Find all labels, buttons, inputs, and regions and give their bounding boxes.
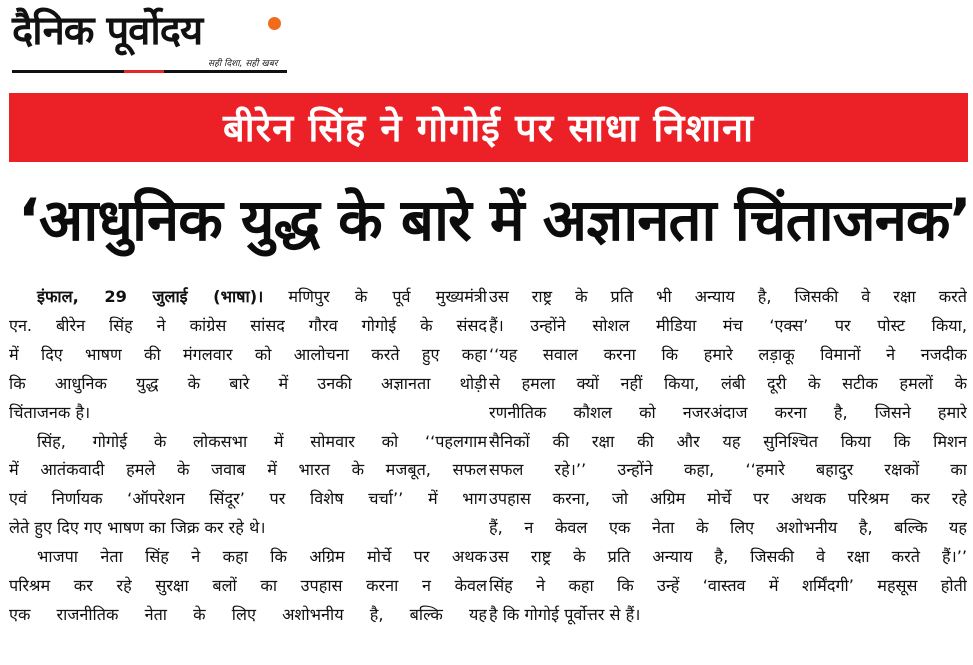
kicker-text: बीरेन सिंह ने गोगोई पर साधा निशाना	[223, 105, 754, 150]
masthead-dot-icon	[268, 17, 281, 30]
article-line: उस राष्ट्र के प्रति अन्याय है, जिसकी वे रक्षा करते हैं।’’	[489, 547, 967, 567]
masthead-title: दैनिक पूर्वोदय	[12, 8, 203, 54]
article-line: से हमला क्यों नहीं किया, लंबी दूरी के सटीक हमलों के	[489, 373, 967, 393]
article-line: हैं, न केवल एक नेता के लिए अशोभनीय है, बल्कि यह	[489, 518, 967, 538]
masthead	[12, 8, 287, 72]
dateline: इंफाल, 29 जुलाई (भाषा)।	[37, 287, 264, 306]
article-line: सफल रहे।’’ उन्होंने कहा, ‘‘हमारे बहादुर रक्षकों का	[489, 460, 967, 480]
article-column-right	[489, 283, 967, 663]
article-line: एवं निर्णायक ‘ऑपरेशन सिंदूर’ पर विशेष चर्चा’’ में भाग	[9, 489, 487, 509]
article-line: सिंह, गोगोई के लोकसभा में सोमवार को ‘‘पहलगाम	[37, 431, 487, 451]
article-line: में दिए भाषण की मंगलवार को आलोचना करते हुए कहा	[9, 344, 487, 364]
article-column-left	[9, 283, 487, 663]
article-line: परिश्रम कर रहे सुरक्षा बलों का उपहास करना न केवल	[9, 576, 487, 596]
article-line: कि आधुनिक युद्ध के बारे में उनकी अज्ञानता थोड़ी	[9, 373, 487, 393]
article-line: भाजपा नेता सिंह ने कहा कि अग्रिम मोर्चे पर अथक	[37, 547, 487, 567]
article-line: हैं। उन्होंने सोशल मीडिया मंच ‘एक्स’ पर पोस्ट किया,	[489, 315, 967, 335]
masthead-rule	[12, 70, 287, 73]
article-line: इंफाल, 29 जुलाई (भाषा)। मणिपुर के पूर्व मुख्यमंत्री	[37, 287, 487, 306]
masthead-rule-accent	[124, 70, 164, 73]
masthead-tagline: सही दिशा, सही खबर	[208, 59, 278, 69]
article-line: उस राष्ट्र के प्रति भी अन्याय है, जिसकी वे रक्षा करते	[489, 287, 967, 306]
article-line: सिंह ने कहा कि उन्हें ‘वास्तव में शर्मिंदगी’ महसूस होती	[489, 576, 967, 596]
article-line: लेते हुए दिए गए भाषण का जिक्र कर रहे थे।	[9, 518, 266, 538]
article-line: ‘‘यह सवाल करना कि हमारे लड़ाकू विमानों ने नजदीक	[489, 344, 967, 364]
article-line: एन. बीरेन सिंह ने कांग्रेस सांसद गौरव गोगोई के संसद	[9, 315, 487, 335]
article-line: है कि गोगोई पूर्वोत्तर से हैं।	[489, 604, 641, 624]
article-line: एक राजनीतिक नेता के लिए अशोभनीय है, बल्कि यह	[9, 604, 487, 624]
article-line: रणनीतिक कौशल को नजरअंदाज करना है, जिसने हमारे	[489, 402, 967, 422]
article-line: उपहास करना, जो अग्रिम मोर्चे पर अथक परिश्रम कर रहे	[489, 489, 967, 509]
kicker-banner	[9, 93, 968, 162]
article-line: चिंताजनक है।	[9, 402, 91, 422]
headline: ‘आधुनिक युद्ध के बारे में अज्ञानता चिंताजनक’	[18, 186, 971, 254]
article-line: में आतंकवादी हमले के जवाब में भारत के मजबूत, सफल	[9, 460, 487, 480]
article-line: सैनिकों की रक्षा की और यह सुनिश्चित किया कि मिशन	[489, 431, 967, 451]
